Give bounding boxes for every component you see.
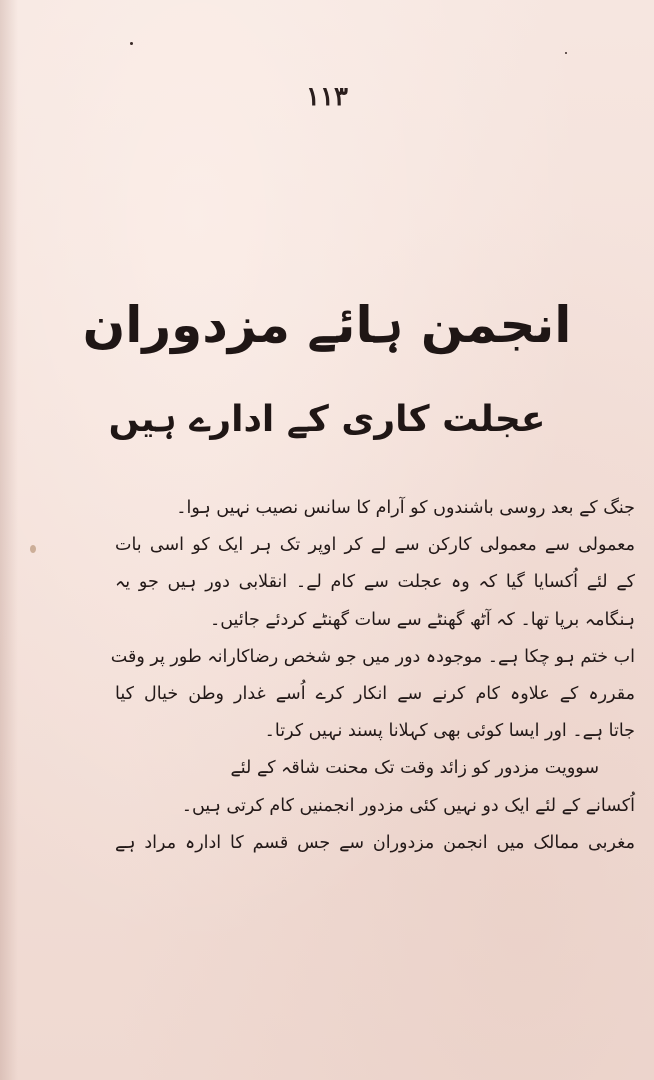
text-line: اُکسانے کے لئے ایک دو نہیں کئی مزدور انجمنیں کام کرتی ہیں۔ (181, 795, 635, 816)
text-line: کے لئے اُکسایا گیا کہ وہ عجلت سے کام لے۔ انقلابی دور ہیں جو یہ (115, 572, 635, 593)
text-line: اب ختم ہو چکا ہے۔ موجودہ دور میں جو شخص رضاکارانہ طور پر وقت (110, 646, 635, 667)
chapter-title: انجمن ہائے مزدوران (82, 296, 572, 354)
paper-speck (565, 52, 567, 54)
text-line: مقررہ کے علاوہ کام کرنے سے انکار کرے اُسے غدار وطن خیال کیا (115, 683, 635, 704)
text-line: جاتا ہے۔ اور ایسا کوئی بھی کہلانا پسند نہیں کرتا۔ (264, 721, 635, 742)
text-line: ہنگامہ برپا تھا۔ کہ آٹھ گھنٹے سے سات گھنٹے کردئے جائیں۔ (209, 609, 635, 630)
page-edge-shadow (0, 0, 18, 1080)
text-line: سوویت مزدور کو زائد وقت تک محنت شاقہ کے لئے (230, 758, 599, 779)
page-number: ۱۱۳ (306, 82, 348, 112)
body-text (110, 490, 635, 862)
paper-speck (30, 545, 36, 553)
text-line: جنگ کے بعد روسی باشندوں کو آرام کا سانس نصیب نہیں ہوا۔ (176, 498, 635, 518)
chapter-subtitle: عجلت کاری کے ادارے ہیں (108, 399, 546, 440)
paper-speck (130, 42, 133, 45)
text-line: مغربی ممالک میں انجمن مزدوران سے جس قسم کا ادارہ مراد ہے (115, 832, 635, 853)
text-line: معمولی سے معمولی کارکن سے لے کر اوپر تک ہر ایک کو اسی بات (115, 535, 635, 556)
